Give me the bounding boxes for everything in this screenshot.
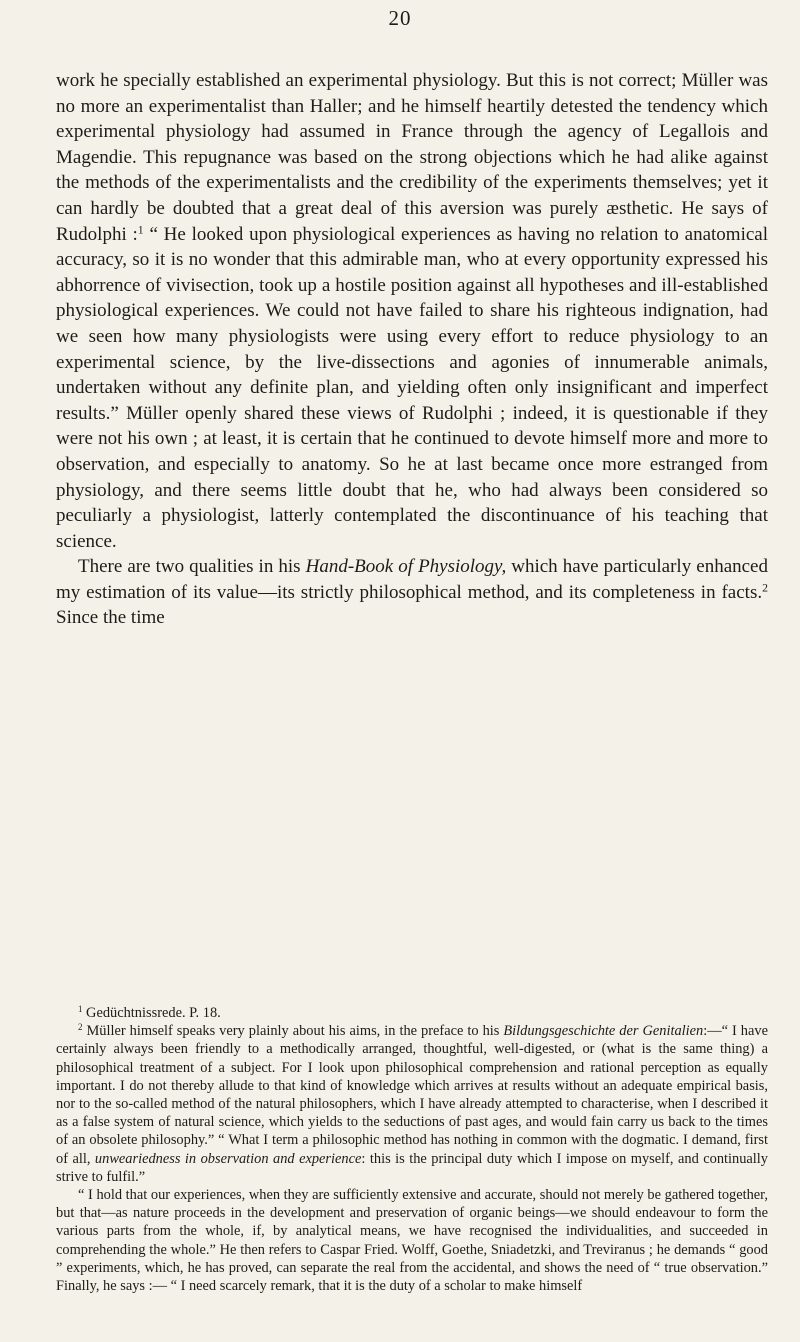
main-text xyxy=(56,68,768,631)
paragraph-1-lead: work he specially established an experimental physiology. But this is not correct; Müller was no more an experimentalist than Haller; and he himself heartily detested the tendency which experimental physiology had assumed in France through the agency of Legallois and Magendie. This repugnance was based on the strong objections which he had alike against the methods of the experimentalists and the credibility of the experiments themselves; yet it can hardly be doubted that a great deal of this aversion was purely æsthetic. He says of Rudolphi : xyxy=(56,70,768,245)
book-title-bildungsgeschichte: Bildungsgeschichte der Genitalien xyxy=(503,1023,704,1040)
footnote-2-continued-text: “ I hold that our experiences, when they are sufficiently extensive and accurate, should not merely be gathered together, but that—as nature proceeds in the development and preservation of organic beings—we should endeavour to form the various parts from the whole, if, by analytical means, we have recognised the individualities, and succeeded in comprehending the whole.” He then refers to Caspar Fried. Wolff, Goethe, Sniadetzki, and Treviranus ; he demands “ good ” experiments, which, he has proved, can separate the real from the accidental, and shows the need of “ true observation.” Finally, he says :— “ I need scarcely remark, that it is the duty of a scholar to make himself xyxy=(56,1187,768,1295)
footnote-2-continued xyxy=(56,1186,768,1295)
paragraph-1 xyxy=(56,68,768,554)
footnote-1-text: Gedüchtnissrede. P. 18. xyxy=(82,1005,221,1021)
footnote-2 xyxy=(56,1022,768,1186)
paragraph-2 xyxy=(56,554,768,631)
footnote-2-tail: : this is the principal duty which I impose on myself, and continually strive to fulfil.” xyxy=(56,1150,768,1185)
footnote-ref-2: 2 xyxy=(762,581,768,595)
paragraph-2-tail: Since the time xyxy=(56,607,165,629)
footnote-2-lead: Müller himself speaks very plainly about his aims, in the preface to his xyxy=(82,1023,504,1040)
paragraph-2-lead: There are two qualities in his xyxy=(78,556,306,578)
page-number: 20 xyxy=(388,6,412,30)
footnote-1 xyxy=(56,1004,768,1022)
footnote-2-after-title: :—“ I have certainly always been friendly to a methodically arranged, thoughtful, well-digested, or (what is the same thing) a philosophical treatment of a subject. For I look upon philosophical comprehension and rational perception as equally important. I do not thereby allude to that kind of knowledge which arrives at results without an adequate empirical basis, nor to the so-called method of the natural philosophers, which I have already attempted to characterise, when I described it as a false system of natural science, which yields to the seductions of past ages, and would fain carry us back to the times of an obsolete philosophy.” “ What I term a philosophic method has nothing in common with the dogmatic. I demand, first of all, xyxy=(56,1023,768,1167)
footnote-2-emphasis: unweariedness in observation and experience xyxy=(94,1150,362,1167)
paragraph-1-tail: “ He looked upon physiological experiences as having no relation to anatomical accuracy, so it is no wonder that this admirable man, who at every opportunity expressed his abhorrence of vivisection, took up a hostile position against all hypotheses and ill-established physiological experiences. We could not have failed to share his righteous indignation, had we seen how many physiologists were using every effort to reduce physiology to an experimental science, by the live-dissections and agonies of innumerable animals, undertaken without any definite plan, and yielding often only insignificant and imperfect results.” Müller openly shared these views of Rudolphi ; indeed, it is questionable if they were not his own ; at least, it is certain that he continued to devote himself more and more to observation, and especially to anatomy. So he at last became once more estranged from physiology, and there seems little doubt that he, who had always been considered so peculiarly a physiologist, latterly contemplated the discontinuance of his teaching that science. xyxy=(56,223,768,552)
book-title-handbook: Hand-Book of Physiology, xyxy=(305,556,507,578)
footnotes xyxy=(56,1004,768,1295)
paragraph-2-mid: which have particularly enhanced my estimation of its value—its strictly philosophical method, and its completeness in facts. xyxy=(56,556,768,603)
footnote-2-marker: 2 xyxy=(78,1022,83,1033)
footnote-ref-1: 1 xyxy=(137,223,144,237)
footnote-1-marker: 1 xyxy=(78,1004,83,1015)
